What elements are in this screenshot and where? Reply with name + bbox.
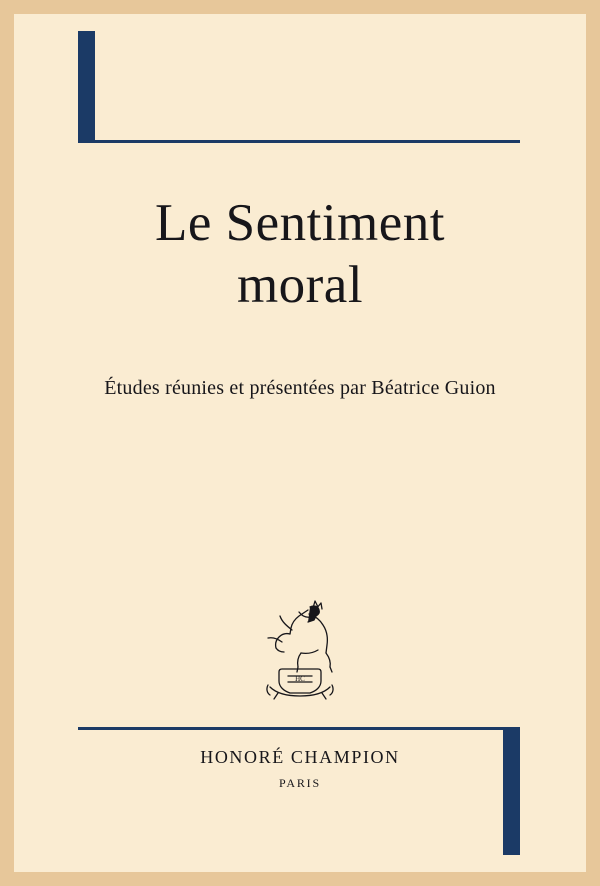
publisher-device — [14, 597, 586, 706]
rearing-horse-crest-icon — [252, 675, 348, 705]
title-line-2: moral — [236, 256, 364, 314]
publisher-city: PARIS — [279, 776, 321, 790]
imprint-block — [14, 747, 586, 791]
top-vertical-rule — [78, 31, 95, 143]
editors-line: Études réunies et présentées par Béatrice Guion — [104, 377, 496, 399]
svg-text:HC: HC — [295, 675, 305, 683]
cover-paper — [14, 14, 586, 872]
top-horizontal-rule — [78, 140, 520, 143]
title-line-1: Le Sentiment — [154, 194, 446, 252]
publisher-name: HONORÉ CHAMPION — [200, 747, 400, 767]
bottom-horizontal-rule — [78, 727, 520, 730]
title-block — [14, 192, 586, 316]
